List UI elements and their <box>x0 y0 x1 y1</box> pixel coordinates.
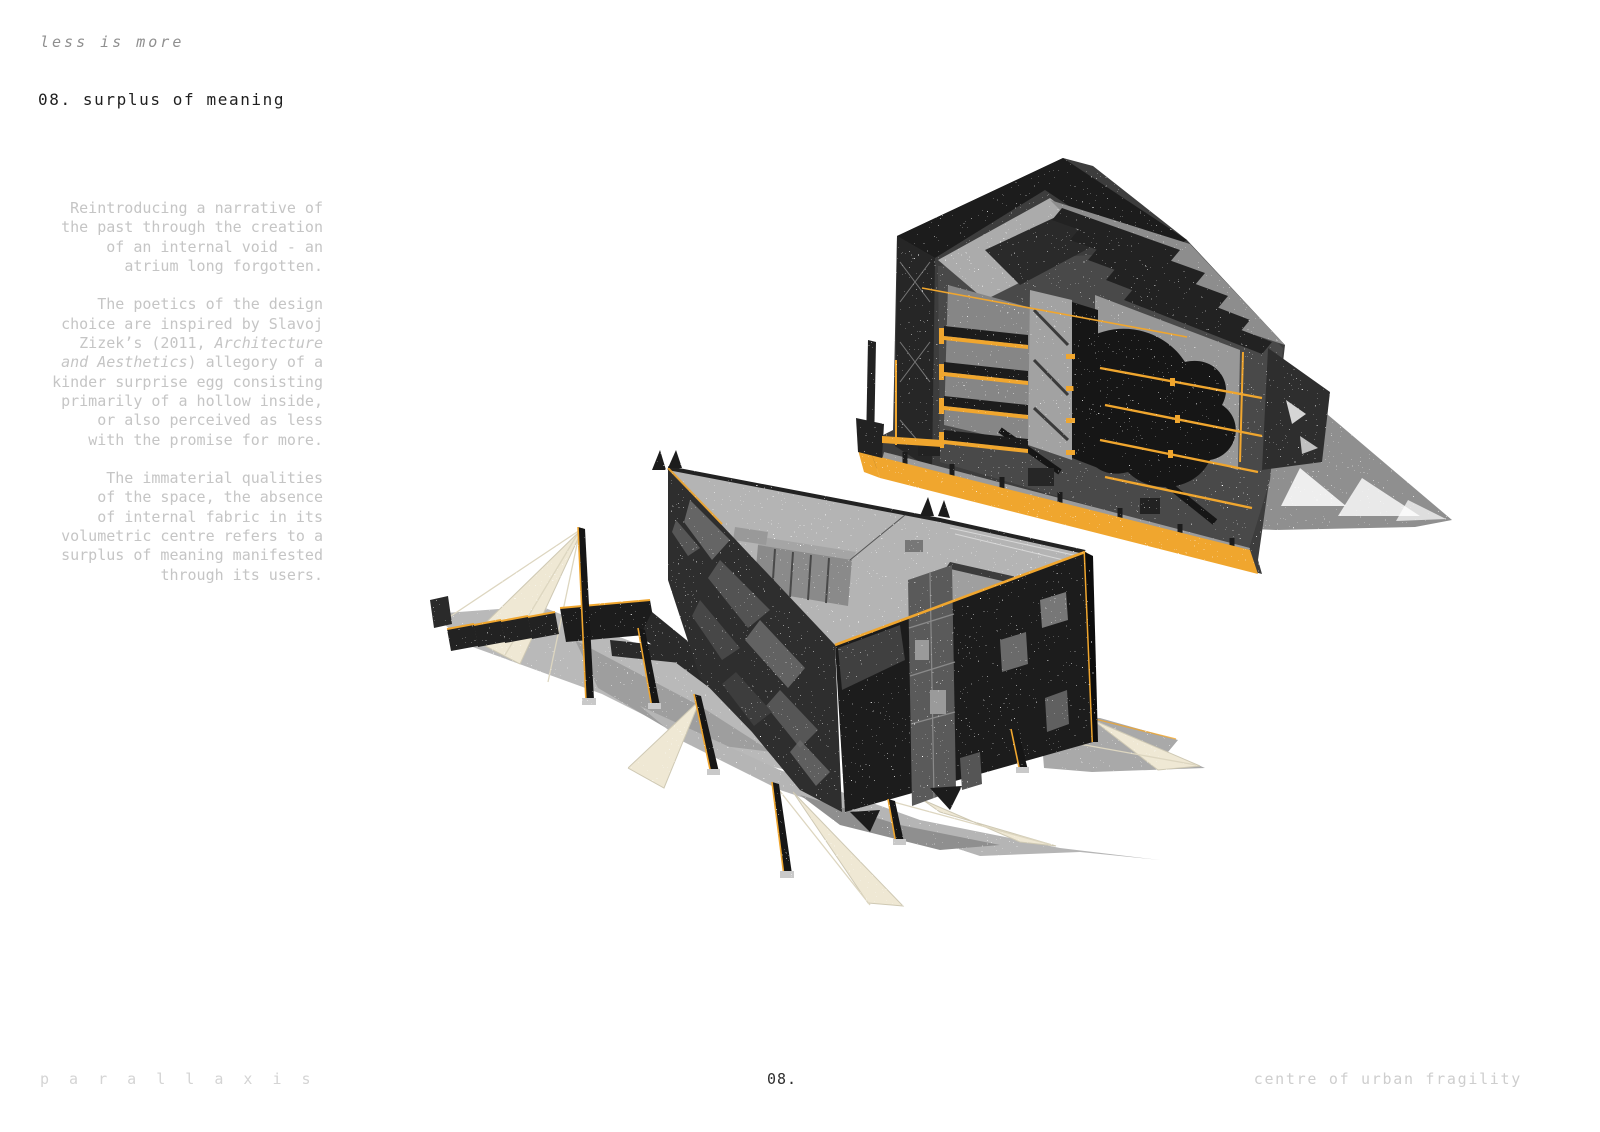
upper-cast-shadow <box>1104 252 1452 530</box>
upper-east-wall-fragment <box>1240 348 1330 470</box>
mast-3 <box>694 694 720 775</box>
mast-2 <box>638 628 661 709</box>
entry-stairs <box>430 596 760 712</box>
body-line: choice are inspired by Slavoj <box>61 314 323 333</box>
rooftop-plant <box>733 515 1030 618</box>
upper-balcony-pieces <box>856 340 942 458</box>
body-line: Zizek’s (2011, Architecture <box>79 334 323 353</box>
body-line: with the promise for more. <box>88 430 323 449</box>
body-line: or also perceived as less <box>97 411 323 430</box>
upper-section-base <box>858 440 1258 574</box>
body-line: of internal fabric in its <box>97 507 323 526</box>
body-line: of the space, the absence <box>97 488 323 507</box>
upper-floor-plates <box>939 326 1028 453</box>
body-line: The poetics of the design <box>97 295 323 314</box>
mast-5 <box>888 799 906 845</box>
mast-1 <box>578 527 596 705</box>
body-line: and Aesthetics) allegory of a <box>61 353 323 372</box>
body-line: The immaterial qualities <box>106 469 323 488</box>
body-line: Reintroducing a narrative of <box>70 199 323 217</box>
south-facade <box>835 552 1098 812</box>
footer-subtitle: centre of urban fragility <box>1253 1070 1522 1088</box>
body-line: kinder surprise egg consisting <box>52 372 323 391</box>
body-line: primarily of a hollow inside, <box>61 391 323 410</box>
footer-page-number: 08. <box>767 1070 798 1088</box>
west-facade <box>668 468 842 812</box>
lower-roof <box>668 468 1085 645</box>
upper-roof <box>897 158 1285 354</box>
upper-building-mass <box>862 158 1285 574</box>
mast-4 <box>772 782 794 878</box>
footer-project-name: p a r a l l a x i s <box>40 1070 317 1088</box>
mast-6 <box>1011 729 1029 773</box>
upper-west-facade <box>895 236 935 470</box>
body-line: of an internal void - an <box>106 237 323 256</box>
lower-ground-shadows <box>432 606 1205 860</box>
body-line: the past through the creation <box>61 218 323 237</box>
guy-wire-shadows <box>470 528 1200 906</box>
upper-cut-interior <box>922 285 1262 522</box>
body-line: volumetric centre refers to a <box>61 527 323 546</box>
lower-massing-axonometric <box>430 450 1205 906</box>
guy-wires <box>448 530 1196 905</box>
page-footer <box>0 1070 1600 1096</box>
roof-spikes <box>652 450 950 518</box>
body-paragraph <box>38 469 323 585</box>
upper-section-axonometric <box>856 158 1452 574</box>
body-line: surplus of meaning manifested <box>61 546 323 565</box>
page-title: 08. surplus of meaning <box>38 90 286 109</box>
body-text <box>38 199 323 604</box>
body-paragraph <box>38 295 323 449</box>
lower-building-mass <box>652 450 1098 832</box>
body-line: atrium long forgotten. <box>124 256 323 275</box>
body-line: through its users. <box>160 565 323 584</box>
body-paragraph <box>38 199 323 276</box>
series-motto: less is more <box>40 33 185 51</box>
